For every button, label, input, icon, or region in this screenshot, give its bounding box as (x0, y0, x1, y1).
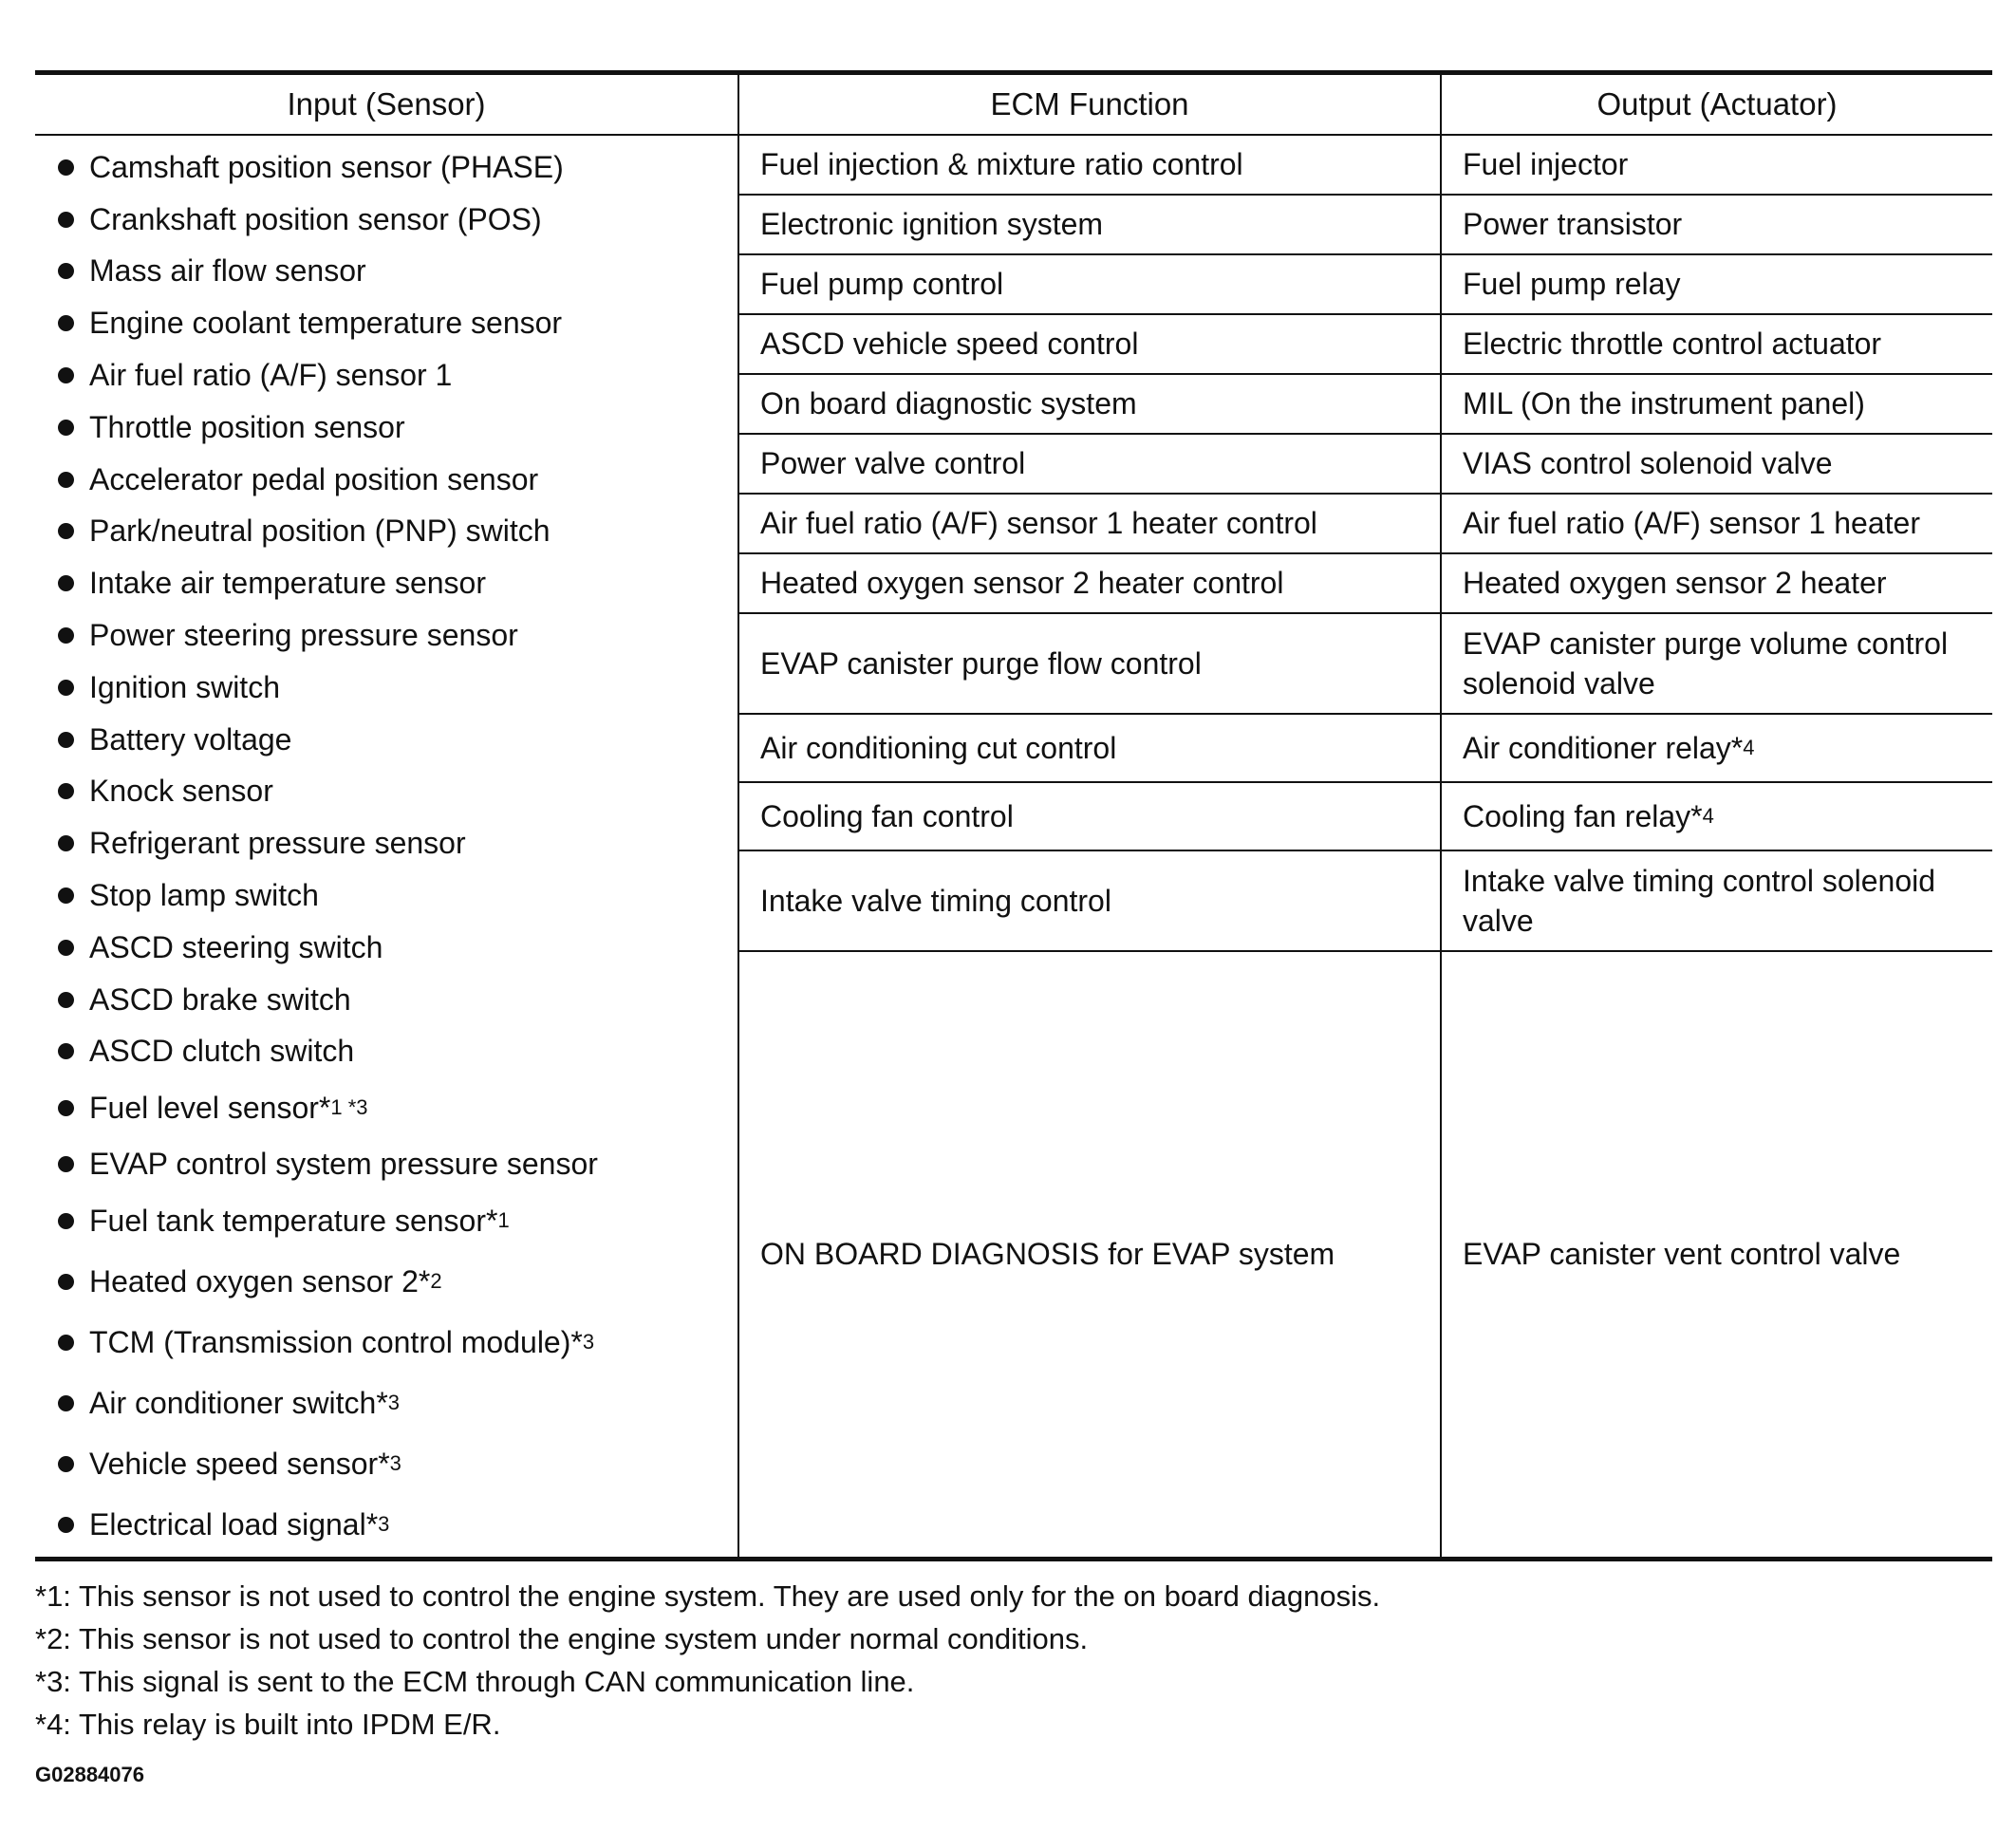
bullet-icon (58, 992, 74, 1008)
bullet-icon (58, 367, 74, 383)
list-item (35, 817, 737, 869)
table-body (35, 136, 1992, 1557)
output-cell: EVAP canister vent control valve (1440, 952, 1992, 1557)
function-cell: Electronic ignition system (760, 207, 1104, 242)
header-function: ECM Function (737, 75, 1440, 134)
bullet-icon (58, 575, 74, 591)
bullet-icon (58, 315, 74, 331)
function-cell: ASCD vehicle speed control (760, 327, 1139, 362)
output-cell: EVAP canister purge volume control solenoid valve (1440, 614, 1992, 713)
input-label: Ignition switch (89, 669, 280, 704)
figure-id: G02884076 (35, 1763, 144, 1786)
footnote: *1: This sensor is not used to control the engine system. They are used only for the on board diagnosis. (35, 1579, 1381, 1613)
list-item: Fuel tank temperature sensor* 1 (35, 1190, 737, 1251)
bullet-icon (58, 1517, 74, 1533)
function-cell: ON BOARD DIAGNOSIS for EVAP system (760, 1237, 1335, 1272)
table-row (739, 952, 1992, 1557)
list-item (35, 349, 737, 402)
input-label: Heated oxygen sensor 2* (89, 1263, 431, 1299)
input-label: Air fuel ratio (A/F) sensor 1 (89, 358, 453, 393)
list-item (35, 141, 737, 194)
input-label: Electrical load signal* (89, 1506, 379, 1541)
bullet-icon (58, 627, 74, 644)
list-item (35, 506, 737, 558)
input-label: Mass air flow sensor (89, 253, 366, 289)
table-row (739, 255, 1992, 315)
bullet-icon (58, 887, 74, 904)
output-cell: Air fuel ratio (A/F) sensor 1 heater (1440, 495, 1992, 552)
list-item (35, 1138, 737, 1190)
bottom-rule (35, 1557, 1992, 1561)
input-label: Stop lamp switch (89, 878, 319, 913)
bullet-icon (58, 523, 74, 539)
list-item (35, 557, 737, 609)
table-row (739, 783, 1992, 851)
list-item: Fuel level sensor* 1 *3 (35, 1077, 737, 1138)
output-cell: Power transistor (1440, 196, 1992, 253)
bullet-icon (58, 263, 74, 279)
table-row (739, 375, 1992, 435)
list-item (35, 246, 737, 298)
bullet-icon (58, 1395, 74, 1411)
table-row (739, 435, 1992, 495)
list-item (35, 297, 737, 349)
input-label: Refrigerant pressure sensor (89, 826, 466, 861)
input-label: EVAP control system pressure sensor (89, 1147, 598, 1182)
input-label: Fuel tank temperature sensor* (89, 1203, 498, 1238)
function-cell: Air conditioning cut control (760, 730, 1117, 765)
list-item (35, 662, 737, 714)
output-cell: Heated oxygen sensor 2 heater (1440, 554, 1992, 612)
table-row (739, 136, 1992, 196)
input-label: TCM (Transmission control module)* (89, 1324, 583, 1359)
input-label: ASCD brake switch (89, 981, 351, 1017)
input-label: Battery voltage (89, 721, 292, 757)
output-label: Air conditioner relay* (1463, 730, 1744, 765)
list-item (35, 1026, 737, 1078)
function-cell: Fuel pump control (760, 267, 1004, 302)
bullet-icon (58, 1043, 74, 1059)
input-label: Fuel level sensor* (89, 1090, 331, 1125)
header-output: Output (Actuator) (1440, 75, 1992, 134)
input-label: Engine coolant temperature sensor (89, 306, 563, 341)
input-list (35, 136, 737, 1557)
bullet-icon (58, 783, 74, 799)
function-cell: Cooling fan control (760, 798, 1014, 833)
output-label: Cooling fan relay* (1463, 798, 1703, 833)
function-cell: EVAP canister purge flow control (760, 645, 1202, 681)
function-cell: Intake valve timing control (760, 883, 1111, 918)
table-row (739, 851, 1992, 952)
list-item (35, 974, 737, 1026)
list-item (35, 766, 737, 818)
function-cell: Air fuel ratio (A/F) sensor 1 heater control (760, 506, 1317, 541)
header-input: Input (Sensor) (287, 86, 486, 121)
function-output-grid (737, 136, 1992, 1557)
bullet-icon (58, 835, 74, 851)
input-label: Intake air temperature sensor (89, 566, 486, 601)
function-cell: On board diagnostic system (760, 386, 1137, 421)
bullet-icon (58, 1335, 74, 1351)
table-row (739, 554, 1992, 614)
output-cell: Air conditioner relay* 4 (1440, 715, 1992, 781)
bullet-icon (58, 1456, 74, 1472)
table-row (739, 614, 1992, 715)
table-header (35, 75, 1992, 136)
list-item: TCM (Transmission control module)* 3 (35, 1312, 737, 1373)
input-label: Knock sensor (89, 774, 273, 809)
list-item (35, 869, 737, 922)
bullet-icon (58, 940, 74, 956)
list-item (35, 714, 737, 766)
list-item (35, 609, 737, 662)
list-item (35, 922, 737, 974)
ecm-io-table (35, 70, 1992, 1787)
list-item: Heated oxygen sensor 2* 2 (35, 1251, 737, 1312)
list-item: Air conditioner switch* 3 (35, 1373, 737, 1433)
list-item (35, 402, 737, 454)
bullet-icon (58, 212, 74, 228)
output-cell: Fuel injector (1440, 136, 1992, 194)
bullet-icon (58, 420, 74, 436)
bullet-icon (58, 1100, 74, 1116)
footnote: *3: This signal is sent to the ECM through CAN communication line. (35, 1664, 915, 1698)
input-label: ASCD clutch switch (89, 1034, 355, 1069)
function-cell: Fuel injection & mixture ratio control (760, 147, 1243, 182)
output-cell: Fuel pump relay (1440, 255, 1992, 313)
table-row (739, 495, 1992, 554)
output-cell: Intake valve timing control solenoid valve (1440, 851, 1992, 950)
input-label: Vehicle speed sensor* (89, 1446, 390, 1481)
table-row (739, 196, 1992, 255)
list-item: Vehicle speed sensor* 3 (35, 1433, 737, 1494)
input-label: Air conditioner switch* (89, 1385, 388, 1420)
list-item (35, 454, 737, 506)
output-cell: Cooling fan relay* 4 (1440, 783, 1992, 850)
table-row (739, 315, 1992, 375)
bullet-icon (58, 1156, 74, 1172)
output-cell: MIL (On the instrument panel) (1440, 375, 1992, 433)
bullet-icon (58, 732, 74, 748)
footnotes (35, 1575, 1992, 1746)
function-cell: Heated oxygen sensor 2 heater control (760, 566, 1284, 601)
footnote: *4: This relay is built into IPDM E/R. (35, 1707, 501, 1741)
bullet-icon (58, 1274, 74, 1290)
list-item: Electrical load signal* 3 (35, 1494, 737, 1555)
input-label: Crankshaft position sensor (POS) (89, 201, 542, 236)
bullet-icon (58, 159, 74, 176)
bullet-icon (58, 680, 74, 696)
table-row (739, 715, 1992, 783)
bullet-icon (58, 1213, 74, 1229)
input-label: Accelerator pedal position sensor (89, 461, 539, 496)
output-cell: VIAS control solenoid valve (1440, 435, 1992, 493)
bullet-icon (58, 472, 74, 488)
output-cell: Electric throttle control actuator (1440, 315, 1992, 373)
function-cell: Power valve control (760, 446, 1026, 481)
input-label: Park/neutral position (PNP) switch (89, 514, 551, 549)
footnote: *2: This sensor is not used to control the engine system under normal conditions. (35, 1621, 1089, 1655)
input-label: Throttle position sensor (89, 409, 405, 444)
input-label: Camshaft position sensor (PHASE) (89, 149, 564, 184)
list-item (35, 194, 737, 246)
input-label: Power steering pressure sensor (89, 618, 518, 653)
input-label: ASCD steering switch (89, 929, 383, 964)
